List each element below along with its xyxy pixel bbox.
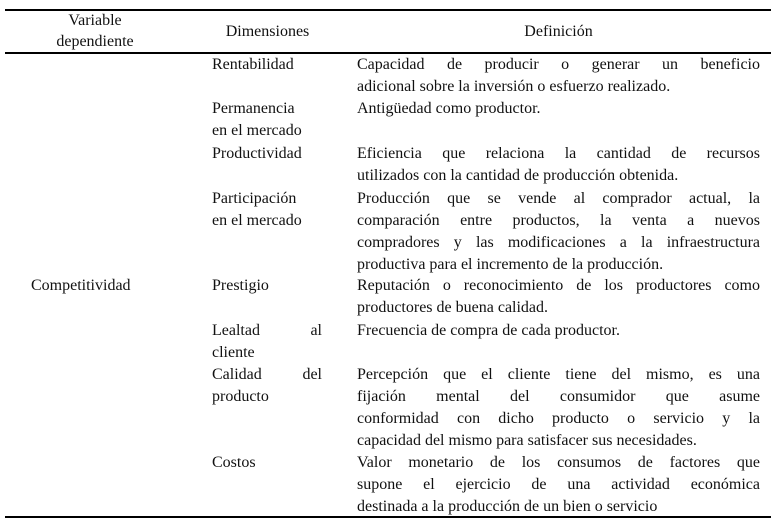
dimension-costos: [212, 452, 322, 474]
dimension-line: Permanencia: [212, 100, 295, 117]
definition-line: fijación mental del consumidor que asume: [357, 388, 760, 405]
definition-permanencia: [357, 98, 760, 120]
definition-line: supone el ejercicio de una actividad económica: [357, 476, 760, 493]
dimension-line: Costos: [212, 454, 256, 471]
definition-calidad: [357, 364, 760, 452]
definition-lealtad: [357, 320, 760, 342]
dimension-rentabilidad: [212, 54, 322, 76]
definition-line: Reputación o reconocimiento de los productores como: [357, 277, 760, 294]
definition-line: comparación entre productos, la venta a nuevos: [357, 212, 760, 229]
definition-line: conformidad con dicho producto o servicio y la: [357, 410, 760, 427]
dimension-lealtad: [212, 320, 322, 364]
definition-line: Valor monetario de los consumos de factores que: [357, 454, 760, 471]
dimension-line: Participación: [212, 190, 297, 207]
dimension-line: Lealtad al: [212, 322, 322, 339]
definition-line: capacidad del mismo para satisfacer sus necesidades.: [357, 432, 697, 449]
variable-competitividad: Competitividad: [31, 277, 131, 294]
definition-line: productiva para el incremento de la producción.: [357, 256, 664, 273]
definition-line: utilizados con la cantidad de producción obtenida.: [357, 167, 679, 184]
definition-line: destinada a la producción de un bien o servicio: [357, 498, 658, 515]
definition-line: Antigüedad como productor.: [357, 100, 541, 117]
definition-line: productores de buena calidad.: [357, 299, 549, 316]
dimension-line: Calidad del: [212, 366, 322, 383]
definition-costos: [357, 452, 760, 518]
dimension-line: cliente: [212, 344, 255, 361]
dimension-line: en el mercado: [212, 212, 302, 229]
definition-line: Percepción que el cliente tiene del mismo, es una: [357, 366, 760, 383]
dimension-line: Prestigio: [212, 277, 269, 294]
definition-line: Producción que se vende al comprador actual, la: [357, 190, 760, 207]
dimension-calidad: [212, 364, 322, 408]
definition-line: Eficiencia que relaciona la cantidad de recursos: [357, 145, 760, 162]
header-variable-line-2: dependiente: [56, 33, 134, 50]
dimension-line: en el mercado: [212, 122, 302, 139]
definition-line: Capacidad de producir o generar un beneficio: [357, 56, 760, 73]
dimension-productividad: [212, 143, 322, 165]
dimension-permanencia: [212, 98, 322, 142]
dimension-line: producto: [212, 388, 269, 405]
dimension-prestigio: [212, 275, 322, 297]
definition-line: compradores y las modificaciones a la infraestructura: [357, 234, 760, 251]
dimension-participacion: [212, 188, 322, 232]
header-variable-line-1: Variable: [68, 12, 122, 29]
header-variable-dependiente: [10, 10, 180, 52]
header-definicion: Definición: [524, 23, 593, 40]
definition-productividad: [357, 143, 760, 187]
definition-rentabilidad: [357, 54, 760, 98]
definition-line: adicional sobre la inversión o esfuerzo realizado.: [357, 78, 671, 95]
dimension-line: Rentabilidad: [212, 56, 294, 73]
dimension-line: Productividad: [212, 145, 302, 162]
header-dimensiones: Dimensiones: [225, 23, 310, 40]
definition-prestigio: [357, 275, 760, 319]
definition-participacion: [357, 188, 760, 276]
definition-line: Frecuencia de compra de cada productor.: [357, 322, 620, 339]
